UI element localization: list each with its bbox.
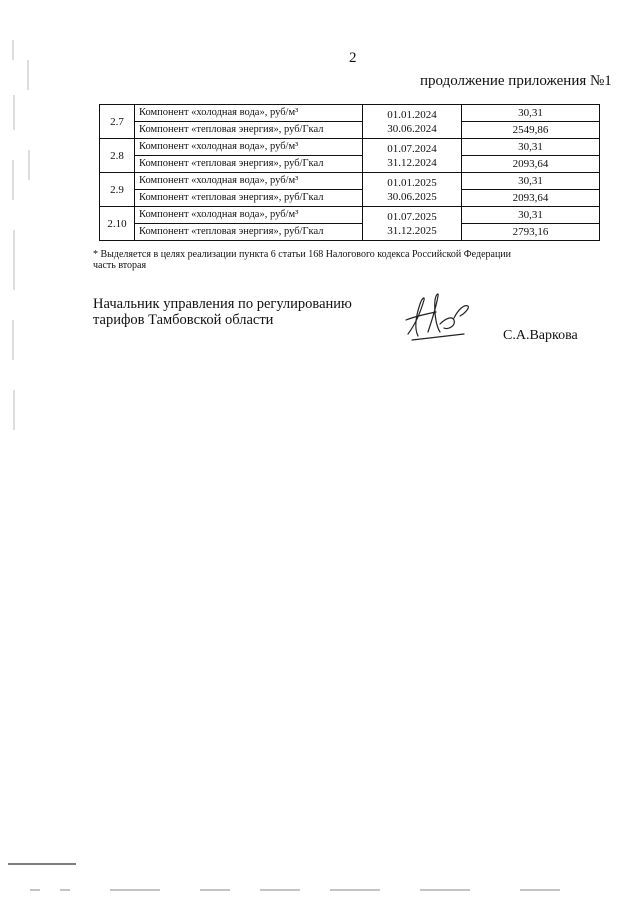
component-label: Компонент «тепловая энергия», руб/Гкал [135, 224, 363, 241]
table-row [100, 173, 600, 190]
position-line: тарифов Тамбовской области [93, 312, 274, 328]
footnote [93, 249, 599, 271]
table-row [100, 190, 600, 207]
table-row [100, 224, 600, 241]
period-start: 01.01.2024 [387, 108, 437, 121]
period-end: 30.06.2025 [387, 190, 437, 203]
signer-position [93, 296, 352, 328]
row-number: 2.10 [100, 207, 135, 241]
table-row [100, 156, 600, 173]
table-row [100, 105, 600, 122]
period-end: 31.12.2024 [387, 156, 437, 169]
row-number: 2.8 [100, 139, 135, 173]
period-end: 30.06.2024 [387, 122, 437, 135]
component-label: Компонент «холодная вода», руб/м³ [135, 173, 363, 190]
row-number: 2.9 [100, 173, 135, 207]
position-line: Начальник управления по регулированию [93, 296, 352, 312]
period-start: 01.01.2025 [387, 176, 437, 189]
tariff-value: 2093,64 [462, 190, 600, 207]
footnote-line: часть вторая [93, 260, 147, 271]
tariff-value: 30,31 [462, 105, 600, 122]
component-label: Компонент «холодная вода», руб/м³ [135, 105, 363, 122]
component-label: Компонент «тепловая энергия», руб/Гкал [135, 122, 363, 139]
period-cell [363, 173, 462, 207]
table-row [100, 122, 600, 139]
tariff-value: 30,31 [462, 139, 600, 156]
handwritten-signature [402, 290, 482, 345]
tariff-value: 30,31 [462, 207, 600, 224]
row-number: 2.7 [100, 105, 135, 139]
tariff-value: 2549,86 [462, 122, 600, 139]
period-start: 01.07.2024 [387, 142, 437, 155]
footnote-line: * Выделяется в целях реализации пункта 6 статьи 168 Налогового кодекса Российской Федерации [93, 249, 512, 260]
period-end: 31.12.2025 [387, 224, 437, 237]
period-cell [363, 207, 462, 241]
table-row [100, 207, 600, 224]
component-label: Компонент «холодная вода», руб/м³ [135, 207, 363, 224]
tariff-value: 2793,16 [462, 224, 600, 241]
component-label: Компонент «холодная вода», руб/м³ [135, 139, 363, 156]
continuation-title: продолжение приложения №1 [420, 73, 612, 89]
period-cell [363, 139, 462, 173]
period-cell [363, 105, 462, 139]
component-label: Компонент «тепловая энергия», руб/Гкал [135, 190, 363, 207]
tariff-table [99, 104, 600, 241]
tariff-value: 2093,64 [462, 156, 600, 173]
page-number: 2 [349, 50, 357, 66]
tariff-value: 30,31 [462, 173, 600, 190]
signer-name: С.А.Варкова [503, 328, 578, 343]
period-start: 01.07.2025 [387, 210, 437, 223]
table-row [100, 139, 600, 156]
component-label: Компонент «тепловая энергия», руб/Гкал [135, 156, 363, 173]
